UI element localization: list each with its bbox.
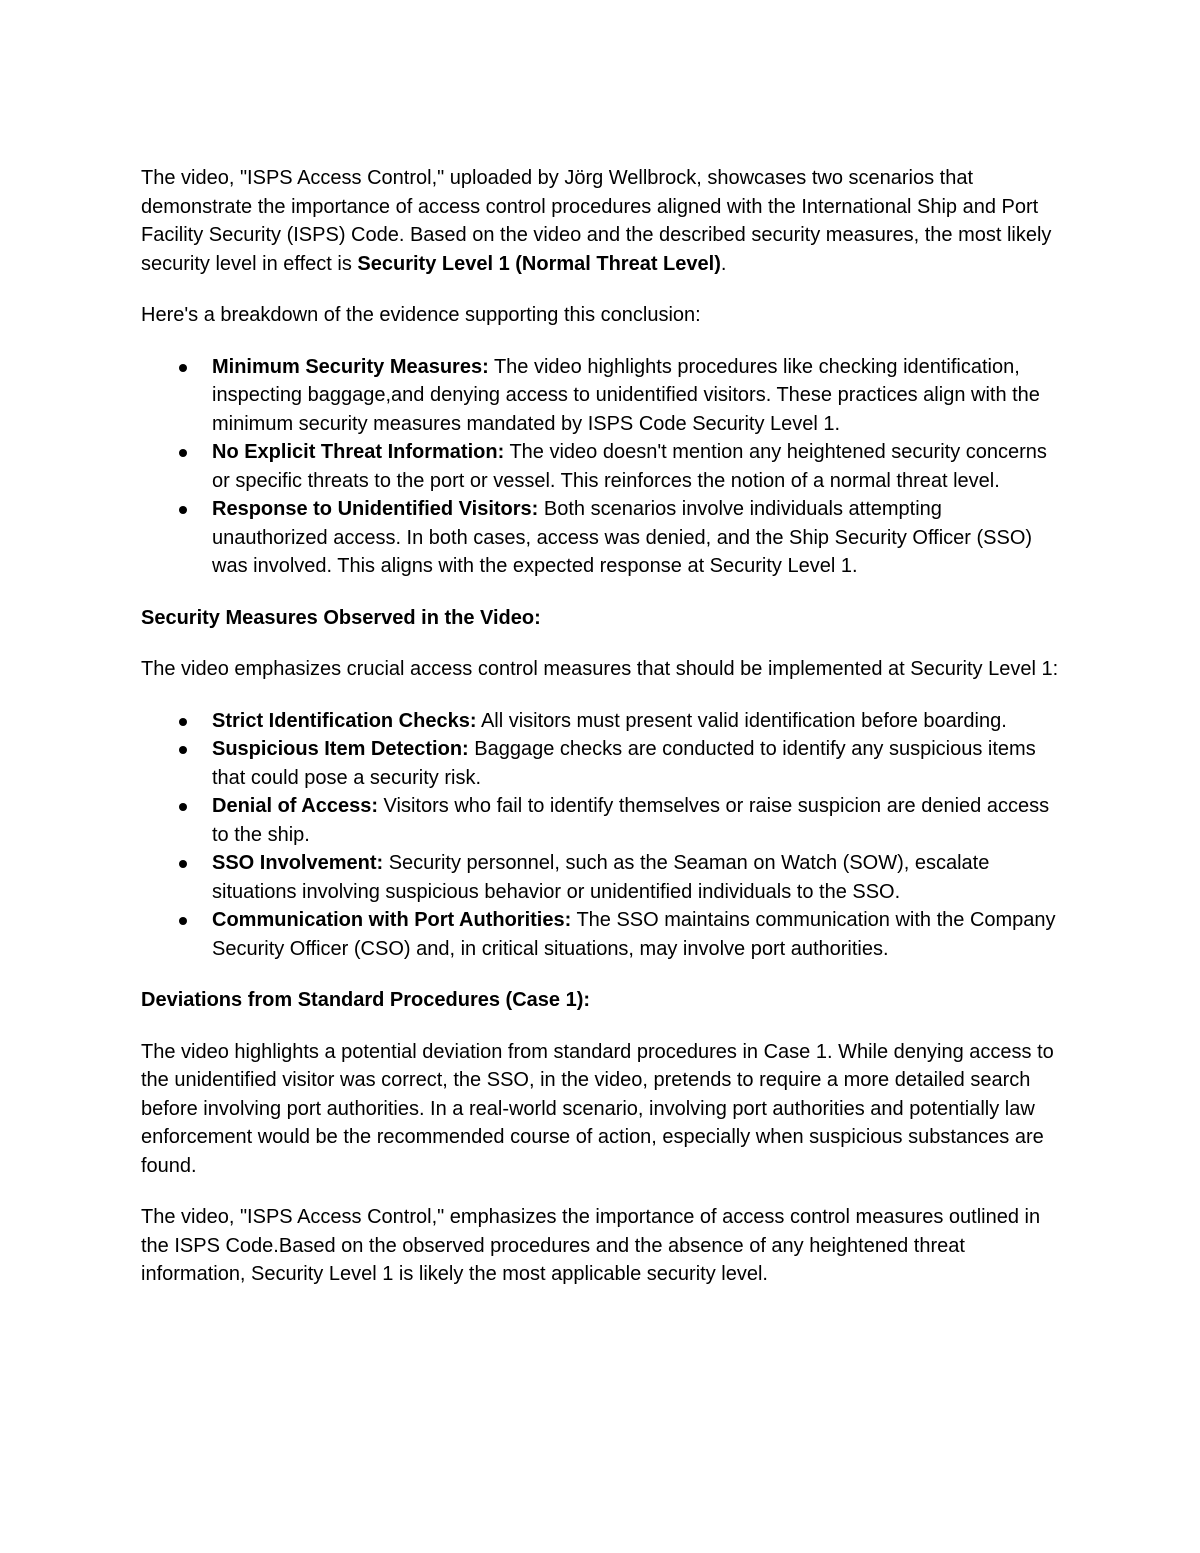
bullet-icon bbox=[179, 860, 187, 868]
list-item-term: Response to Unidentified Visitors: bbox=[212, 498, 539, 520]
conclusion-paragraph: The video, "ISPS Access Control," emphasizes the importance of access control measures outlined in the ISPS Code.Based on the observed procedures and the absence of any heightened threat information, Security Level 1 is likely the most applicable security level. bbox=[141, 1206, 1041, 1285]
list-item-text: Both scenarios involve individuals attempting unauthorized access. In both cases, access was denied, and the Ship Security Officer (SSO) was involved. This aligns with the expected response at Security Level 1. bbox=[212, 498, 1033, 577]
list-item-text: Baggage checks are conducted to identify any suspicious items that could pose a security risk. bbox=[212, 738, 1036, 789]
bullet-icon bbox=[179, 803, 187, 811]
intro-bold-conclusion: Security Level 1 (Normal Threat Level) bbox=[357, 252, 721, 275]
bullet-icon bbox=[179, 917, 187, 925]
evidence-intro: Here's a breakdown of the evidence supporting this conclusion: bbox=[141, 304, 701, 326]
bullet-icon bbox=[179, 746, 187, 754]
list-item bbox=[141, 353, 1061, 439]
list-item-text: All visitors must present valid identification before boarding. bbox=[476, 709, 1007, 732]
bullet-icon bbox=[179, 718, 187, 726]
list-item bbox=[141, 792, 1061, 849]
intro-text: The video, "ISPS Access Control," uploaded by Jörg Wellbrock, showcases two scenarios that demonstrate the importance of access control procedures aligned with the International Ship and Port Facility Security (ISPS) Code. Based on the video and the described security measures, the most likely security level in effect is bbox=[141, 167, 1052, 275]
list-item-text: The video doesn't mention any heightened security concerns or specific threats to the port or vessel. This reinforces the notion of a normal threat level. bbox=[212, 441, 1047, 492]
list-item-term: No Explicit Threat Information: bbox=[212, 441, 505, 463]
list-item bbox=[141, 438, 1061, 495]
measures-heading: Security Measures Observed in the Video: bbox=[141, 606, 541, 629]
bullet-icon bbox=[179, 449, 187, 457]
list-item-term: Suspicious Item Detection: bbox=[212, 738, 469, 760]
list-item-text: The SSO maintains communication with the Company Security Officer (CSO) and, in critical situations, may involve port authorities. bbox=[212, 909, 1056, 960]
intro-paragraph bbox=[141, 164, 1061, 278]
bullet-icon bbox=[179, 506, 187, 514]
measures-intro: The video emphasizes crucial access control measures that should be implemented at Security Level 1: bbox=[141, 658, 1059, 680]
list-item bbox=[141, 906, 1061, 963]
list-item-text: Visitors who fail to identify themselves or raise suspicion are denied access to the ship. bbox=[212, 795, 1050, 846]
list-item-term: SSO Involvement: bbox=[212, 852, 384, 874]
list-item bbox=[141, 849, 1061, 906]
measures-list bbox=[141, 707, 1061, 964]
list-item-term: Denial of Access: bbox=[212, 795, 378, 817]
deviations-heading: Deviations from Standard Procedures (Case 1): bbox=[141, 989, 591, 1011]
document-page bbox=[141, 164, 1061, 1312]
intro-text-end: . bbox=[720, 252, 727, 275]
list-item-term: Minimum Security Measures: bbox=[212, 355, 489, 378]
deviations-paragraph: The video highlights a potential deviation from standard procedures in Case 1. While denying access to the unidentified visitor was correct, the SSO, in the video, pretends to require a more detailed search before involving port authorities. In a real-world scenario, involving port authorities and potentially law enforcement would be the recommended course of action, especially when suspicious substances are found. bbox=[141, 1040, 1054, 1177]
evidence-list bbox=[141, 353, 1061, 581]
list-item-text: The video highlights procedures like checking identification, inspecting baggage,and denying access to unidentified visitors. These practices align with the minimum security measures mandated by ISPS Code Security Level 1. bbox=[212, 355, 1040, 435]
list-item-term: Strict Identification Checks: bbox=[212, 709, 477, 732]
bullet-icon bbox=[179, 364, 187, 372]
list-item bbox=[141, 707, 1061, 736]
list-item bbox=[141, 735, 1061, 792]
list-item bbox=[141, 495, 1061, 581]
list-item-text: Security personnel, such as the Seaman on Watch (SOW), escalate situations involving suspicious behavior or unidentified individuals to the SSO. bbox=[212, 852, 990, 903]
list-item-term: Communication with Port Authorities: bbox=[212, 909, 572, 931]
